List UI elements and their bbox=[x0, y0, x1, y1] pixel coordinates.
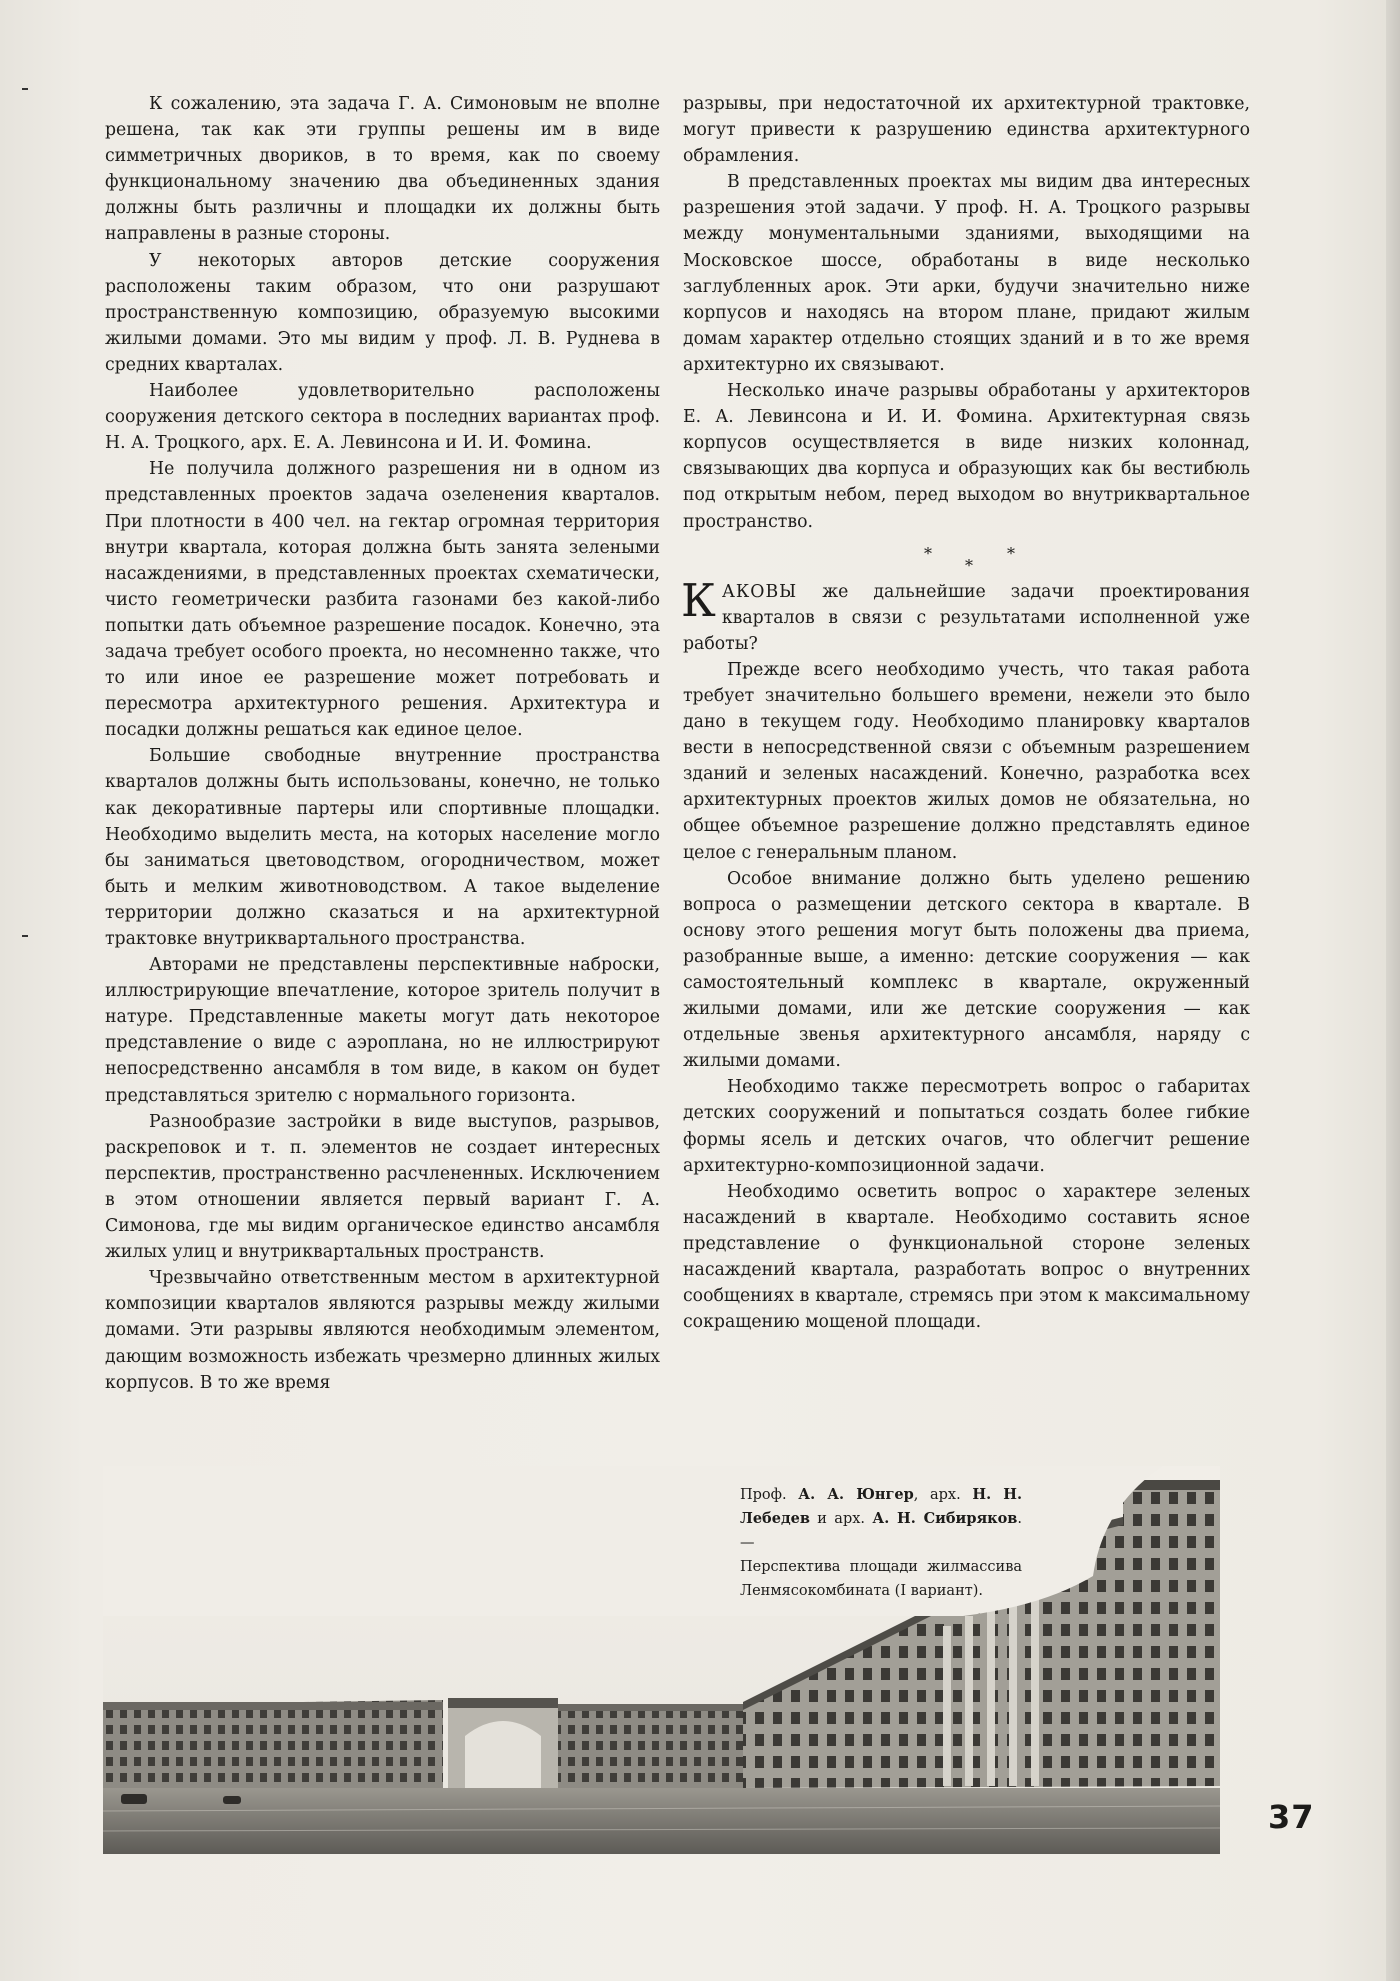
caption-author: Н. Н. Лебедев bbox=[740, 1486, 1022, 1527]
perspective-drawing bbox=[103, 1466, 1220, 1854]
paragraph: Необходимо осветить вопрос о характере зеленых насаждений в квартале. Необходимо составить ясное представление о функциональной стороне зеленых насаждений квартала, разработать вопрос о внутренних сообщениях в квартале, стремясь при этом к максимальному сокращению мощеной площади. bbox=[683, 1181, 1250, 1333]
margin-mark bbox=[22, 88, 28, 90]
perspective-illustration bbox=[103, 1466, 1220, 1854]
asterisk: * bbox=[924, 543, 932, 563]
paragraph: У некоторых авторов детские сооружения расположены таким образом, что они разрушают пространственную композицию, образуемую высокими жилыми домами. Это мы видим у проф. Л. В. Руднева в средних кварталах. bbox=[105, 250, 660, 375]
caption-author: А. А. Юнгер bbox=[798, 1486, 914, 1503]
left-column bbox=[105, 91, 660, 1396]
caption-text: и арх. bbox=[809, 1511, 873, 1527]
caption-text: Проф. bbox=[740, 1487, 799, 1503]
lead-text: же дальнейшие задачи проектирования кварталов в связи с результатами исполненной уже работы? bbox=[683, 581, 1250, 654]
paragraph: Особое внимание должно быть уделено решению вопроса о размещении детского сектора в квартале. В основу этого решения могут быть положены два приема, разобранные выше, а именно: детские сооружения — как самостоятельный комплекс в квартале, окруженный жилыми домами, или же детские сооружения — как отдельные звенья архитектурного ансамбля, наряду с жилыми домами. bbox=[683, 868, 1250, 1072]
caption-text: , арх. bbox=[913, 1487, 973, 1503]
margin-mark bbox=[22, 935, 28, 937]
figure-caption bbox=[740, 1483, 1022, 1603]
section-separator bbox=[683, 541, 1250, 579]
paragraph: К сожалению, эта задача Г. А. Симоновым не вполне решена, так как эти группы решены им в виде симметричных двориков, в то время, как по своему функциональному значению два объединенных здания должны быть различны и площадки их должны быть направлены в разные стороны. bbox=[105, 94, 660, 245]
caption-description: Перспектива площади жилмассива Ленмясокомбината (I вариант). bbox=[740, 1559, 1022, 1599]
page-number: 37 bbox=[1268, 1798, 1315, 1836]
paragraph: Несколько иначе разрывы обработаны у архитекторов Е. А. Левинсона и И. И. Фомина. Архитектурная связь корпусов осуществляется в виде низких колоннад, связывающих два корпуса и образующих как бы вестибюль под открытым небом, перед выходом во внутриквартальное пространство. bbox=[683, 381, 1250, 532]
right-column bbox=[683, 91, 1250, 1335]
caption-author: А. Н. Сибиряков bbox=[872, 1510, 1018, 1527]
paragraph: разрывы, при недостаточной их архитектурной трактовке, могут привести к разрушению единства архитектурного обрамления. bbox=[683, 94, 1250, 167]
asterisk: * bbox=[965, 555, 973, 575]
paragraph: Чрезвычайно ответственным местом в архитектурной композиции кварталов являются разрывы между жилыми домами. Эти разрывы являются необходимым элементом, дающим возможность избежать чрезмерно длинных жилых корпусов. В то же время bbox=[105, 1268, 660, 1393]
caption-text: . — bbox=[740, 1511, 1022, 1551]
drop-cap: К bbox=[681, 573, 716, 627]
paragraph: Необходимо также пересмотреть вопрос о габаритах детских сооружений и попытаться создать более гибкие формы ясель и детских очагов, что облегчит решение архитектурно-композиционной задачи. bbox=[683, 1077, 1250, 1176]
paragraph: Наиболее удовлетворительно расположены сооружения детского сектора в последних вариантах проф. Н. А. Троцкого, арх. Е. А. Левинсона и И. И. Фомина. bbox=[105, 381, 660, 454]
paragraph: В представленных проектах мы видим два интересных разрешения этой задачи. У проф. Н. А. Троцкого разрывы между монументальными зданиями, выходящими на Московское шоссе, обработаны в виде несколько заглубленных арок. Эти арки, будучи значительно ниже корпусов и находясь на втором плане, придают жилым домам характер отдельно стоящих зданий и в то же время архитектурно их связывают. bbox=[683, 172, 1250, 375]
asterisk: * bbox=[1007, 543, 1015, 563]
paragraph: Большие свободные внутренние пространства кварталов должны быть использованы, конечно, не только как декоративные партеры или спортивные площадки. Необходимо выделить места, на которых население могло бы заниматься цветоводством, огородничеством, может быть и мелким животноводством. А такое выделение территории должно сказаться и на архитектурной трактовке внутриквартального пространства. bbox=[105, 746, 660, 949]
page-edge bbox=[1386, 0, 1400, 1981]
section-lead bbox=[681, 573, 1250, 657]
paragraph: Разнообразие застройки в виде выступов, разрывов, раскреповок и т. п. элементов не создает интересных перспектив, пространственно расчлененных. Исключением в этом отношении является первый вариант Г. А. Симонова, где мы видим органическое единство ансамбля жилых улиц и внутриквартальных пространств. bbox=[105, 1111, 660, 1263]
paragraph: Не получила должного разрешения ни в одном из представленных проектов задача озеленения кварталов. При плотности в 400 чел. на гектар огромная территория внутри квартала, которая должна быть занята зелеными насаждениями, в представленных проектах схематически, чисто геометрически разбита газонами без какой-либо попытки дать объемное разрешение посадок. Конечно, эта задача требует особого проекта, но несомненно также, что то или иное ее разрешение может потребовать и пересмотра архитектурного решения. Архитектура и посадки должны решаться как единое целое. bbox=[105, 459, 660, 741]
paragraph: Прежде всего необходимо учесть, что такая работа требует значительно большего времени, нежели это было дано в текущем году. Необходимо планировку кварталов вести в непосредственной связи с объемным разрешением зданий и зеленых насаждений. Конечно, разработка всех архитектурных проектов жилых домов не обязательна, но общее объемное разрешение должно представлять единое целое с генеральным планом. bbox=[683, 659, 1250, 863]
lead-caps: АКОВЫ bbox=[721, 581, 798, 602]
paragraph: Авторами не представлены перспективные наброски, иллюстрирующие впечатление, которое зритель получит в натуре. Представленные макеты могут дать некоторое представление о виде с аэроплана, но не иллюстрируют непосредственно ансамбля в том виде, в каком он будет представляться зрителю с нормального горизонта. bbox=[105, 955, 660, 1106]
